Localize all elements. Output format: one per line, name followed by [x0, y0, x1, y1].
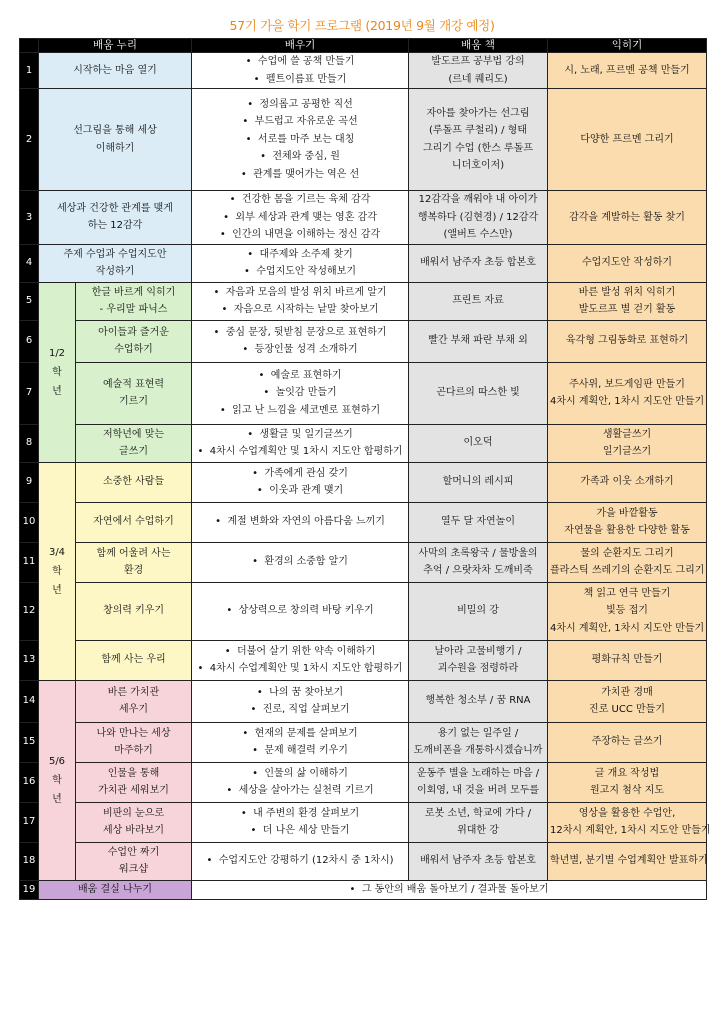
book-cell: [409, 53, 548, 89]
baeugi-cell-line: • 예술로 표현하기: [194, 367, 406, 385]
book-cell-line: 니더호이저): [451, 160, 505, 171]
nuri-cell: [39, 880, 192, 899]
ikhigi-cell-line: 영상을 활용한 수업안,: [578, 807, 676, 819]
row-number: 1: [20, 53, 39, 89]
book-cell: [409, 582, 548, 640]
ikhigi-cell-line: 생활글쓰기: [602, 428, 652, 440]
baeugi-cell: [192, 842, 409, 880]
baeugi-cell-line: • 외부 세상과 관계 맺는 영혼 감각: [194, 209, 406, 227]
baeugi-cell-line: • 인간의 내면을 이해하는 정신 감각: [194, 226, 406, 244]
ikhigi-cell: [548, 362, 707, 424]
book-cell-line: 곤다르의 따스한 빛: [436, 387, 520, 399]
book-cell-line: 할머니의 레시피: [442, 476, 514, 488]
ikhigi-cell: [548, 282, 707, 320]
row-number: 13: [20, 640, 39, 680]
table-row: [20, 424, 707, 462]
ikhigi-cell-line: 다양한 프르멘 그리기: [580, 133, 674, 145]
nuri-cell-line: 자연에서 수업하기: [93, 516, 174, 528]
nuri-cell-line: 주제 수업과 수업지도안: [63, 248, 167, 260]
nuri-cell-line: 한글 바르게 익히기: [91, 286, 176, 298]
baeugi-cell-line: • 놀잇감 만들기: [194, 384, 406, 402]
baeugi-cell-line: • 펠트이름표 만들기: [194, 71, 406, 89]
nuri-cell: [39, 89, 192, 191]
ikhigi-cell: [548, 842, 707, 880]
ikhigi-cell-line: 수업지도안 작성하기: [581, 257, 673, 269]
row-number: 17: [20, 802, 39, 842]
nuri-cell: [76, 842, 192, 880]
nuri-cell-line: 환경: [123, 565, 144, 576]
book-cell-line: 발도르프 공부법 강의: [431, 56, 525, 67]
book-cell-line: 열두 달 자연놀이: [441, 516, 515, 528]
baeugi-cell-line: • 대주제와 소주제 찾기: [194, 246, 406, 264]
book-cell-line: 이회영, 내 것을 버려 모두를: [416, 785, 540, 796]
table-row: [20, 244, 707, 282]
nuri-cell-line: 배움 결실 나누기: [78, 883, 152, 895]
ikhigi-cell-line: 육각형 그림동화로 표현하기: [565, 335, 689, 347]
grade-label: 5/6: [48, 755, 66, 767]
grade-cell: [39, 282, 76, 462]
baeugi-cell-line: • 계절 변화와 자연의 아름다움 느끼기: [194, 513, 406, 531]
nuri-cell: [76, 502, 192, 542]
book-cell: [409, 502, 548, 542]
ikhigi-cell: [548, 244, 707, 282]
table-row: [20, 462, 707, 502]
ikhigi-cell-line: 감각을 계발하는 활동 찾기: [569, 211, 685, 223]
ikhigi-cell-line: 가을 바깥활동: [596, 507, 658, 519]
table-row: [20, 362, 707, 424]
ikhigi-cell-line: 플라스틱 쓰레기의 순환지도 그리기: [550, 565, 705, 576]
book-cell-line: 운동주 별을 노래하는 마음 /: [416, 767, 540, 779]
baeugi-cell-line: • 내 주변의 환경 살펴보기: [194, 805, 406, 823]
baeugi-cell: [192, 53, 409, 89]
nuri-cell-line: 아이들과 즐거운: [98, 326, 169, 338]
baeugi-cell: [192, 640, 409, 680]
table-row: [20, 680, 707, 722]
baeugi-cell: [192, 762, 409, 802]
nuri-cell: [76, 462, 192, 502]
nuri-cell-line: 하는 12감각: [87, 220, 143, 232]
ikhigi-cell: [548, 680, 707, 722]
baeugi-cell-line: • 현재의 문제를 살펴보기: [194, 725, 406, 743]
baeugi-cell: [192, 191, 409, 245]
book-cell-line: 날아라 고물비행기 /: [434, 645, 522, 657]
baeugi-cell: [192, 582, 409, 640]
ikhigi-cell: [548, 802, 711, 842]
row-number: 6: [20, 320, 39, 362]
grade-label: 1/2: [48, 347, 66, 359]
ikhigi-cell-line: 일기글쓰기: [602, 446, 652, 457]
baeugi-cell: [192, 320, 409, 362]
book-cell-line: 자아를 찾아가는 선그림: [426, 107, 530, 119]
book-cell-line: (앨버트 수스만): [443, 229, 513, 240]
table-row: [20, 89, 707, 191]
nuri-cell: [76, 320, 192, 362]
row-number: 3: [20, 191, 39, 245]
baeugi-cell-line: • 수업지도안 작성해보기: [194, 263, 406, 281]
ikhigi-cell-line: 가치관 경매: [601, 686, 653, 698]
baeugi-cell: [192, 424, 409, 462]
baeugi-cell-line: • 4차시 수업계획안 및 1차시 지도안 합평하기: [194, 660, 406, 678]
row-number: 9: [20, 462, 39, 502]
book-cell-line: 배워서 남주자 초등 합본호: [420, 855, 536, 867]
header-baeugi: 배우기: [192, 39, 409, 53]
ikhigi-cell-line: 발도르프 별 걷기 활동: [578, 304, 676, 315]
nuri-cell-line: 인물을 통해: [107, 767, 160, 779]
book-cell-line: 프린트 자료: [452, 295, 504, 307]
row-number: 14: [20, 680, 39, 722]
book-cell: [409, 282, 548, 320]
header-ikhigi: 익히기: [548, 39, 707, 53]
ikhigi-cell-line: 주사위, 보드게임판 만들기: [569, 378, 685, 390]
nuri-cell-line: 시작하는 마음 열기: [73, 64, 157, 76]
grade-label: 학: [52, 774, 62, 786]
book-cell-line: 12감각을 깨워야 내 아이가: [418, 194, 538, 205]
row-number: 12: [20, 582, 39, 640]
baeugi-cell-line: • 환경의 소중함 알기: [194, 553, 406, 571]
baeugi-cell-line: • 이웃과 관계 맺기: [194, 482, 406, 500]
ikhigi-cell-line: 4차시 계획안, 1차시 지도안 만들기: [550, 622, 705, 634]
ikhigi-cell-line: 주장하는 글쓰기: [591, 736, 663, 748]
book-cell: [409, 842, 548, 880]
table-row: [20, 502, 707, 542]
book-cell: [409, 802, 548, 842]
nuri-cell: [76, 282, 192, 320]
baeugi-cell-line: • 생활글 및 일기글쓰기: [194, 426, 406, 444]
grade-cell: [39, 680, 76, 880]
book-cell: [409, 722, 548, 762]
book-cell: [409, 191, 548, 245]
ikhigi-cell: [548, 424, 707, 462]
book-cell-line: 용기 없는 일주일 /: [437, 727, 519, 739]
baeugi-cell: [192, 542, 409, 582]
nuri-cell-line: 함께 어울려 사는: [96, 547, 171, 559]
book-cell: [409, 462, 548, 502]
nuri-cell-line: 선그림을 통해 세상: [73, 125, 157, 136]
book-cell: [409, 244, 548, 282]
book-cell: [409, 320, 548, 362]
ikhigi-cell: [548, 462, 707, 502]
book-cell: [409, 680, 548, 722]
baeugi-cell: [192, 282, 409, 320]
ikhigi-cell: [548, 640, 707, 680]
baeugi-cell: [192, 680, 409, 722]
baeugi-cell-line: • 정의롭고 공평한 직선: [194, 96, 406, 114]
row-number: 19: [20, 880, 39, 899]
ikhigi-cell: [548, 582, 707, 640]
table-row: [20, 842, 707, 880]
row-number: 8: [20, 424, 39, 462]
baeugi-cell: [192, 802, 409, 842]
book-cell-line: (르네 퀘리도): [448, 73, 508, 85]
nuri-cell: [76, 640, 192, 680]
nuri-cell-line: 이해하기: [95, 142, 135, 154]
book-cell-line: 배워서 남주자 초등 합본호: [420, 257, 536, 269]
row-number: 5: [20, 282, 39, 320]
header-nuri: 배움 누리: [39, 39, 192, 53]
nuri-cell: [39, 191, 192, 245]
row-number: 4: [20, 244, 39, 282]
nuri-cell: [76, 802, 192, 842]
page-title: 57기 가을 학기 프로그램 (2019년 9월 개강 예정): [229, 18, 495, 33]
ikhigi-cell: [548, 320, 707, 362]
table-row: [20, 191, 707, 245]
baeugi-cell-line: • 부드럽고 자유로운 곡선: [194, 113, 406, 131]
table-row: [20, 722, 707, 762]
book-cell-line: 도깨비폰을 개통하시겠습니까: [413, 745, 543, 756]
nuri-cell: [39, 53, 192, 89]
book-cell-line: 행복하다 (김현경) / 12감각: [417, 211, 539, 223]
nuri-cell-line: 수업하기: [114, 344, 153, 355]
ikhigi-cell-line: 책 읽고 연극 만들기: [583, 587, 671, 599]
baeugi-cell-line: • 4차시 수업계획안 및 1차시 지도안 합평하기: [194, 443, 406, 461]
book-cell: [409, 89, 548, 191]
ikhigi-cell: [548, 762, 707, 802]
row-number: 2: [20, 89, 39, 191]
book-cell-line: 로봇 소년, 학교에 가다 /: [424, 807, 532, 819]
book-cell-line: 사막의 초록왕국 / 물방울의: [418, 547, 538, 559]
book-cell: [409, 762, 548, 802]
program-table: [19, 38, 711, 900]
book-cell: [409, 542, 548, 582]
ikhigi-cell-line: 평화규칙 만들기: [591, 654, 663, 666]
baeugi-cell-line: • 전체와 중심, 원: [194, 148, 406, 166]
ikhigi-cell-line: 글 개요 작성법: [594, 767, 660, 779]
book-cell-line: 행복한 청소부 / 꿈 RNA: [425, 695, 531, 707]
nuri-cell-line: 소중한 사람들: [102, 476, 165, 488]
baeugi-cell: [192, 244, 409, 282]
ikhigi-cell-line: 원고지 첨삭 지도: [590, 785, 664, 796]
baeugi-cell-line: • 자음으로 시작하는 낱말 찾아보기: [194, 301, 406, 319]
nuri-cell-line: 세우기: [119, 704, 148, 715]
table-row: [20, 320, 707, 362]
baeugi-cell: [192, 89, 409, 191]
grade-label: 학: [52, 366, 62, 378]
review-text: • 그 동안의 배움 돌아보기 / 결과물 돌아보기: [194, 881, 704, 899]
ikhigi-cell-line: 빛등 접기: [606, 605, 648, 617]
table-row: [20, 282, 707, 320]
book-cell-line: 비밀의 강: [457, 605, 499, 617]
ikhigi-cell: [548, 542, 707, 582]
baeugi-cell-line: • 건강한 몸을 기르는 육체 감각: [194, 191, 406, 209]
baeugi-cell-line: • 중심 문장, 뒷받침 문장으로 표현하기: [194, 324, 406, 342]
nuri-cell-line: 창의력 키우기: [102, 605, 165, 617]
book-cell-line: 괴수원을 점령하라: [437, 663, 519, 674]
table-row: [20, 640, 707, 680]
grade-label: 3/4: [48, 546, 66, 558]
nuri-cell-line: 비판의 눈으로: [102, 807, 165, 819]
row-number: 18: [20, 842, 39, 880]
row-number: 11: [20, 542, 39, 582]
nuri-cell-line: 작성하기: [95, 266, 135, 277]
baeugi-cell-line: • 서로를 마주 보는 대칭: [194, 131, 406, 149]
table-row: [20, 880, 707, 899]
baeugi-cell: [192, 502, 409, 542]
header-book: 배움 책: [409, 39, 548, 53]
nuri-cell: [76, 722, 192, 762]
nuri-cell: [76, 362, 192, 424]
baeugi-cell-line: • 가족에게 관심 갖기: [194, 465, 406, 483]
baeugi-cell-line: • 상상력으로 창의력 바탕 키우기: [194, 602, 406, 620]
nuri-cell: [76, 680, 192, 722]
ikhigi-cell-line: 바른 발성 위치 익히기: [578, 286, 676, 298]
header-row: [20, 39, 707, 53]
table-row: [20, 762, 707, 802]
ikhigi-cell-line: 가족과 이웃 소개하기: [580, 476, 674, 488]
ikhigi-cell: [548, 53, 707, 89]
row-number: 10: [20, 502, 39, 542]
row-number: 16: [20, 762, 39, 802]
baeugi-cell-line: • 나의 꿈 찾아보기: [194, 684, 406, 702]
baeugi-cell-line: • 문제 해결력 키우기: [194, 742, 406, 760]
nuri-cell-line: 바른 가치관: [107, 686, 160, 698]
grade-label: 년: [52, 385, 62, 397]
nuri-cell-line: 함께 사는 우리: [101, 654, 166, 666]
nuri-cell-line: 세상과 건강한 관계를 맺게: [57, 202, 173, 214]
grade-cell: [39, 462, 76, 680]
ikhigi-cell-line: 진로 UCC 만들기: [589, 704, 665, 715]
book-cell: [409, 362, 548, 424]
nuri-cell: [76, 762, 192, 802]
nuri-cell: [76, 424, 192, 462]
row-number: 15: [20, 722, 39, 762]
ikhigi-cell-line: 학년별, 분기별 수업계획안 발표하기: [550, 855, 708, 867]
ikhigi-cell-line: 4차시 계획안, 1차시 지도안 만들기: [550, 396, 705, 407]
baeugi-cell-line: • 읽고 난 느낌을 세코멘로 표현하기: [194, 402, 406, 420]
ikhigi-cell: [548, 502, 707, 542]
nuri-cell-line: 저학년에 맞는: [102, 428, 165, 440]
baeugi-cell-line: • 등장인물 성격 소개하기: [194, 341, 406, 359]
baeugi-cell: [192, 722, 409, 762]
nuri-cell: [76, 542, 192, 582]
nuri-cell-line: 나와 만나는 세상: [96, 727, 171, 739]
nuri-cell-line: 글쓰기: [119, 446, 148, 457]
book-cell: [409, 640, 548, 680]
grade-label: 년: [52, 584, 62, 596]
grade-label: 년: [52, 793, 62, 805]
book-cell-line: 빨간 부채 파란 부채 외: [428, 335, 528, 347]
baeugi-cell-line: • 더불어 살기 위한 약속 이해하기: [194, 643, 406, 661]
review-cell: [192, 880, 707, 899]
nuri-cell-line: 예술적 표현력: [102, 378, 165, 390]
ikhigi-cell: [548, 722, 707, 762]
baeugi-cell-line: • 진로, 직업 살펴보기: [194, 701, 406, 719]
baeugi-cell: [192, 462, 409, 502]
nuri-cell: [39, 244, 192, 282]
book-cell-line: 이오덕: [463, 437, 493, 449]
baeugi-cell-line: • 수업에 쓸 공책 만들기: [194, 53, 406, 71]
table-row: [20, 582, 707, 640]
ikhigi-cell: [548, 191, 707, 245]
grade-label: 학: [52, 565, 62, 577]
nuri-cell-line: 세상 바라보기: [102, 825, 165, 836]
baeugi-cell-line: • 수업지도안 강평하기 (12차시 중 1차시): [194, 852, 406, 870]
row-number: 7: [20, 362, 39, 424]
book-cell-line: 위대한 강: [457, 825, 499, 836]
nuri-cell-line: 가치관 세워보기: [98, 785, 169, 796]
ikhigi-cell-line: 자연물을 활용한 다양한 활동: [564, 525, 690, 536]
ikhigi-cell-line: 물의 순환지도 그리기: [580, 547, 674, 559]
baeugi-cell-line: • 더 나은 세상 만들기: [194, 822, 406, 840]
book-cell-line: 그리기 수업 (한스 루돌프: [422, 142, 534, 154]
ikhigi-cell-line: 12차시 계획안, 1차시 지도안 만들기: [550, 825, 711, 836]
table-row: [20, 542, 707, 582]
book-cell-line: 추억 / 으랏차차 도깨비죽: [423, 565, 533, 576]
book-cell-line: (루돌프 쿠철리) / 형태: [429, 125, 528, 136]
nuri-cell-line: 마주하기: [114, 745, 153, 756]
ikhigi-cell-line: 시, 노래, 프르멘 공책 만들기: [564, 64, 690, 76]
baeugi-cell-line: • 관계를 맺어가는 역은 선: [194, 166, 406, 184]
nuri-cell-line: 기르기: [119, 396, 148, 407]
ikhigi-cell: [548, 89, 707, 191]
nuri-cell: [76, 582, 192, 640]
baeugi-cell-line: • 자음과 모음의 발성 위치 바르게 알기: [194, 284, 406, 302]
table-row: [20, 53, 707, 89]
nuri-cell-line: - 우리말 파닉스: [99, 304, 168, 315]
table-row: [20, 802, 707, 842]
nuri-cell-line: 워크샵: [119, 864, 148, 875]
baeugi-cell-line: • 인물의 삶 이해하기: [194, 765, 406, 783]
baeugi-cell-line: • 세상을 살아가는 실천력 기르기: [194, 782, 406, 800]
nuri-cell-line: 수업안 짜기: [107, 846, 160, 858]
book-cell: [409, 424, 548, 462]
baeugi-cell: [192, 362, 409, 424]
